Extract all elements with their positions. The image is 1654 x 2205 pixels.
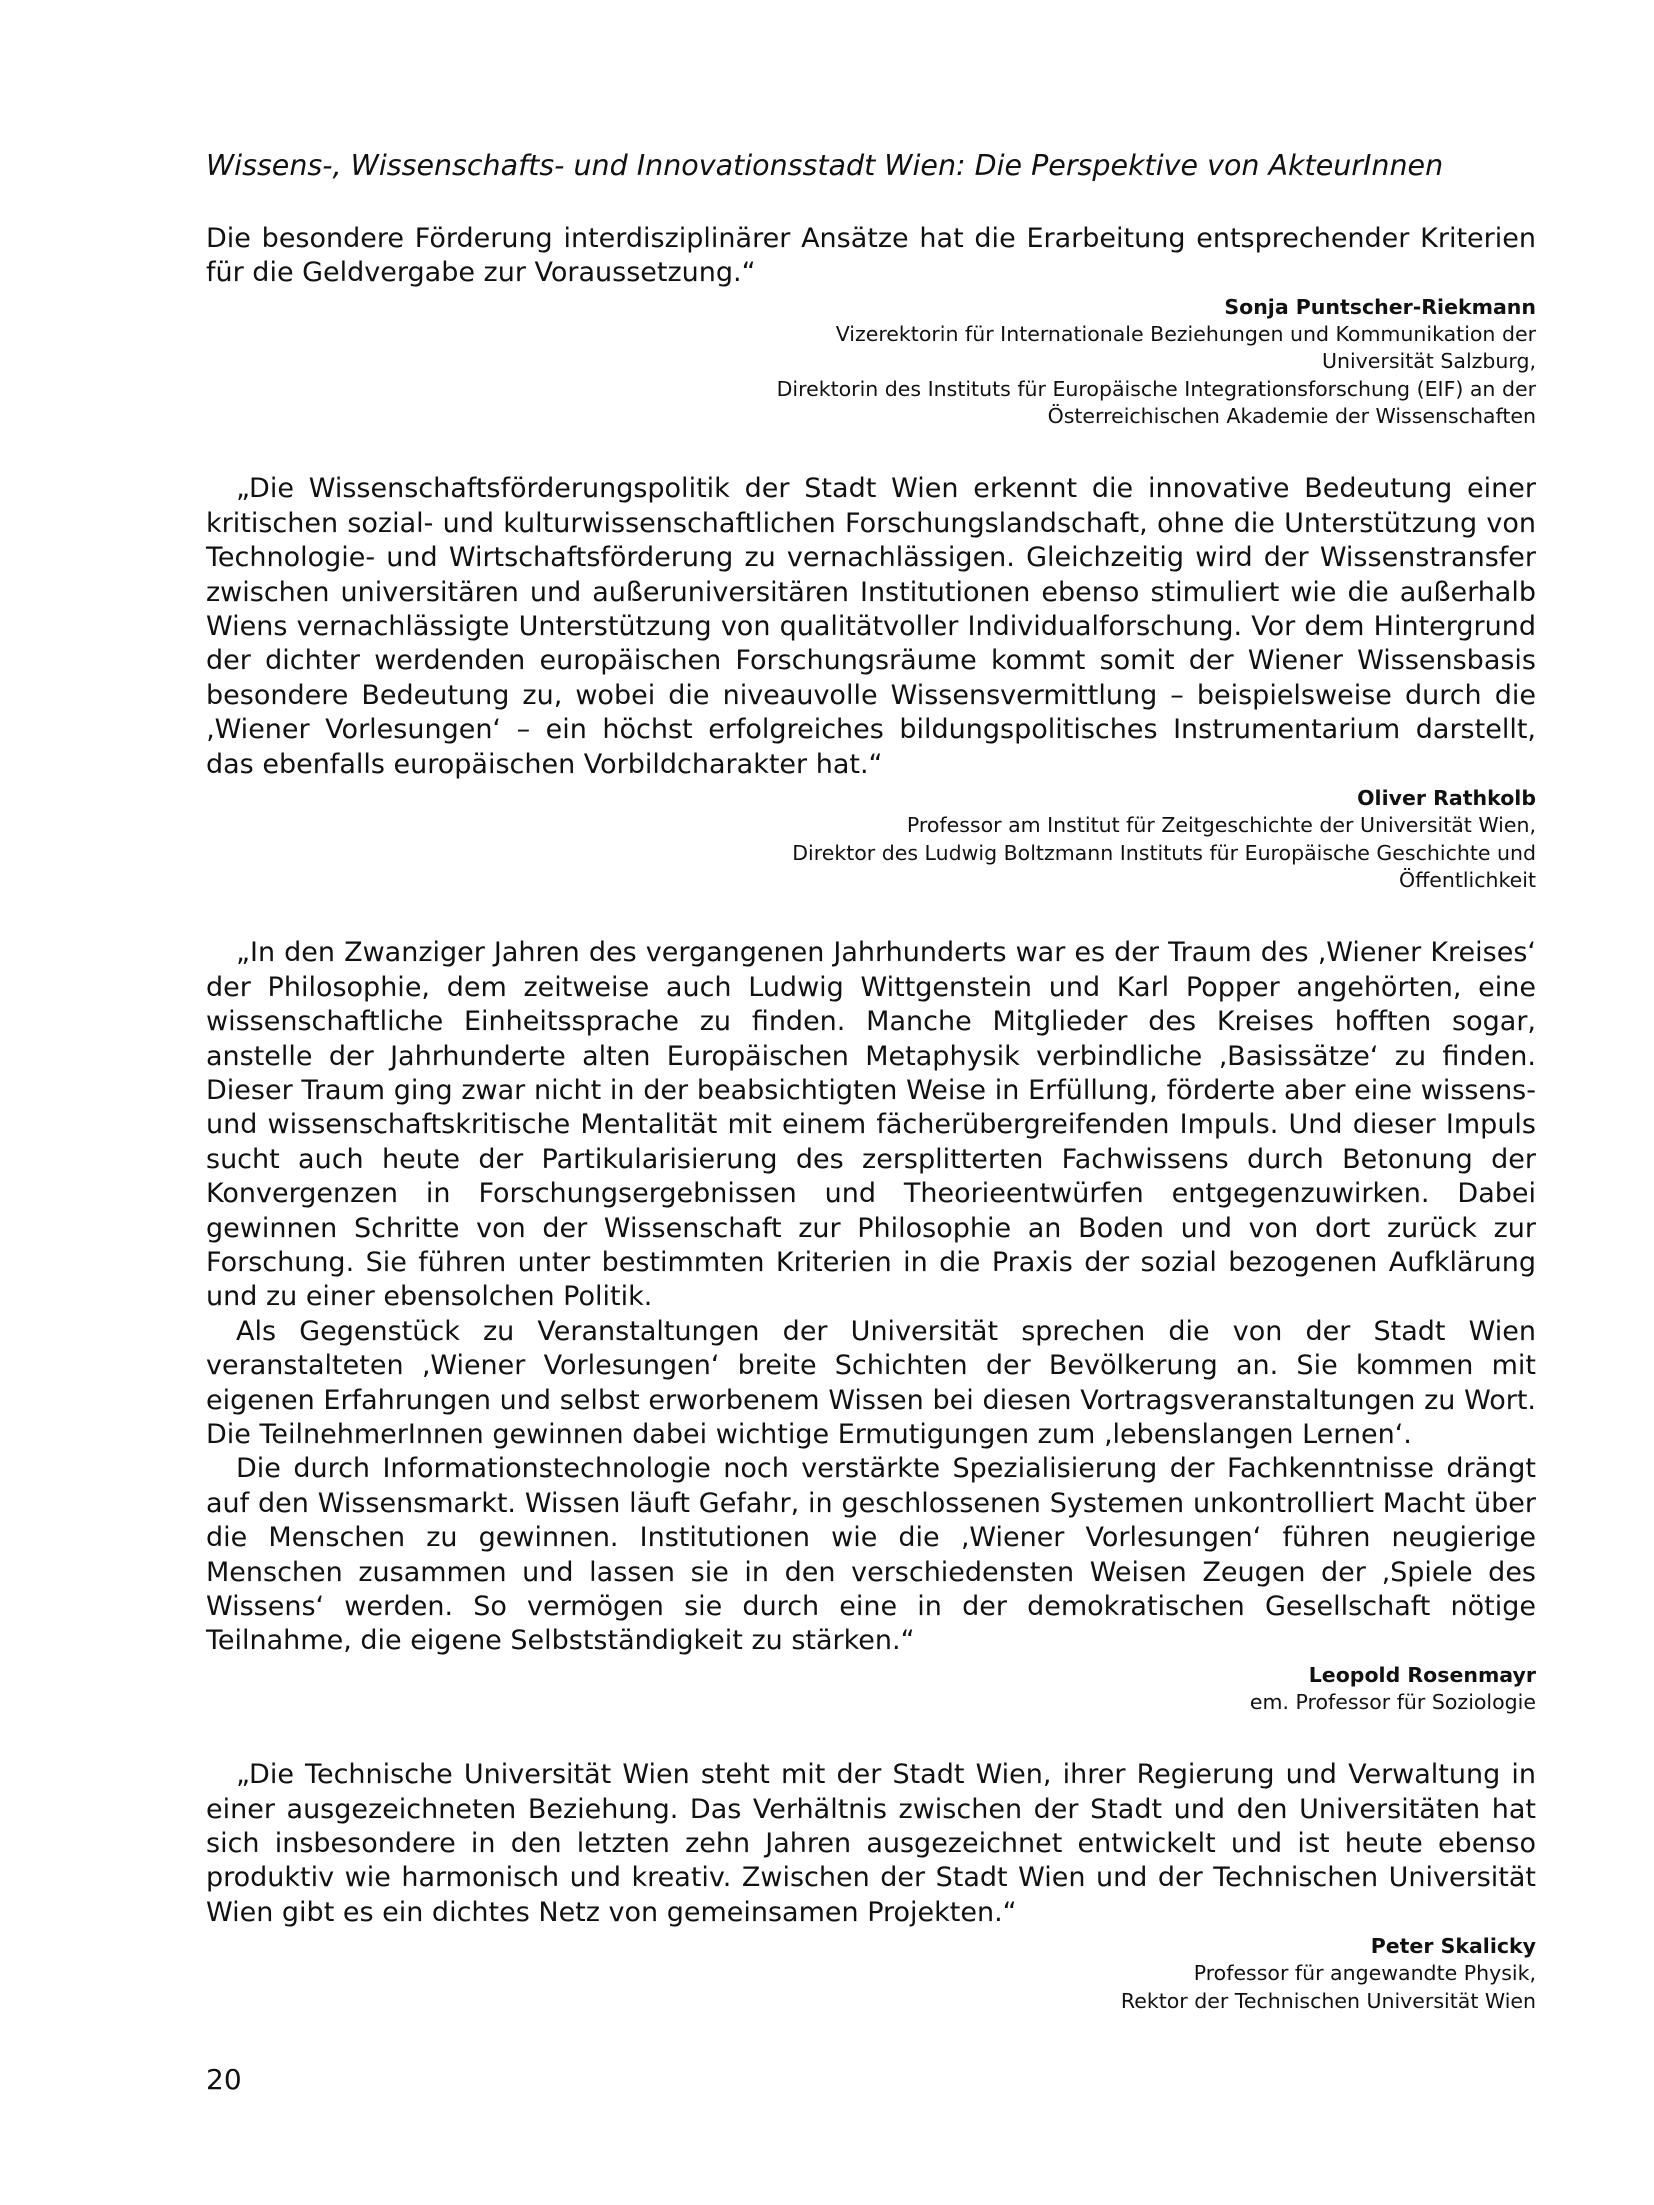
attribution (206, 784, 1536, 894)
author-role: Öffentlichkeit (1398, 867, 1536, 892)
quote-paragraph: Die durch Informationstechnologie noch verstärkte Spezialisierung der Fachkenntnisse drängt auf den Wissensmarkt. Wissen läuft Gefahr, in geschlossenen Systemen unkontrolliert Macht über die Menschen zu gewinnen. Institutionen wie die ‚Wiener Vorlesungen‘ führen neugierige Menschen zusammen und lassen sie in den verschiedensten Weisen Zeugen der ‚Spiele des Wissens‘ werden. So vermögen sie durch eine in der demokratischen Gesellschaft nötige Teilnahme, die eigene Selbstständigkeit zu stärken.“ (206, 1453, 1536, 1657)
author-role: Direktorin des Instituts für Europäische Integrationsforschung (EIF) an der (776, 376, 1536, 401)
author-role: Professor für angewandte Physik, (1193, 1961, 1536, 1986)
page-content (206, 146, 1536, 2057)
author-name: Oliver Rathkolb (1357, 786, 1536, 811)
attribution (206, 1661, 1536, 1716)
page-number: 20 (206, 2063, 242, 2096)
quote-block (206, 472, 1536, 894)
author-name: Sonja Puntscher-Riekmann (1224, 294, 1536, 319)
quote-paragraph: „In den Zwanziger Jahren des vergangenen Jahrhunderts war es der Traum des ‚Wiener Kreises‘ der Philosophie, dem zeitweise auch Ludwig Wittgenstein und Karl Popper angehörten, eine wissenschaftliche Einheitssprache zu finden. Manche Mitglieder des Kreises hofften sogar, anstelle der Jahrhunderte alten Europäischen Metaphysik verbindliche ‚Basissätze‘ zu finden. Dieser Traum ging zwar nicht in der beabsichtigten Weise in Erfüllung, förderte aber eine wissens- und wissenschaftskritische Mentalität mit einem fächerübergreifenden Impuls. Und dieser Impuls sucht auch heute der Partikularisierung des zersplitterten Fachwissens durch Betonung der Konvergenzen in Forschungsergebnissen und Theorieentwürfen entgegenzuwirken. Dabei gewinnen Schritte von der Wissenschaft zur Philosophie an Boden und von dort zurück zur Forschung. Sie führen unter bestimmten Kriterien in die Praxis der sozial bezogenen Aufklärung und zu einer ebensolchen Politik. (206, 937, 1536, 1313)
author-role: Vizerektorin für Internationale Beziehungen und Kommunikation der (835, 321, 1536, 346)
quote-paragraph: Die besondere Förderung interdisziplinärer Ansätze hat die Erarbeitung entsprechender Kriterien für die Geldvergabe zur Voraussetzung.“ (206, 223, 1536, 289)
quote-block (206, 936, 1536, 1716)
author-role: Rektor der Technischen Universität Wien (1120, 1988, 1536, 2013)
author-name: Peter Skalicky (1370, 1934, 1536, 1959)
attribution (206, 293, 1536, 431)
quote-block (206, 1758, 1536, 2015)
quote-block (206, 222, 1536, 430)
author-role: Universität Salzburg, (1321, 349, 1536, 374)
author-role: em. Professor für Soziologie (1249, 1689, 1536, 1714)
author-role: Professor am Institut für Zeitgeschichte der Universität Wien, (906, 813, 1536, 838)
author-role: Österreichischen Akademie der Wissenschaften (1047, 404, 1536, 429)
author-name: Leopold Rosenmayr (1308, 1662, 1536, 1687)
quote-paragraph: „Die Wissenschaftsförderungspolitik der Stadt Wien erkennt die innovative Bedeutung einer kritischen sozial- und kulturwissenschaftlichen Forschungslandschaft, ohne die Unterstützung von Technologie- und Wirtschaftsförderung zu vernachlässigen. Gleichzeitig wird der Wissenstransfer zwischen universitären und außeruniversitären Institutionen ebenso stimuliert wie die außerhalb Wiens vernachlässigte Unterstützung von qualitätvoller Individualforschung. Vor dem Hintergrund der dichter werdenden europäischen Forschungsräume kommt somit der Wiener Wissensbasis besondere Bedeutung zu, wobei die niveauvolle Wissensvermittlung – beispielsweise durch die ‚Wiener Vorlesungen‘ – ein höchst erfolgreiches bildungspolitisches Instrumentarium darstellt, das ebenfalls europäischen Vorbildcharakter hat.“ (206, 473, 1536, 780)
running-header: Wissens-, Wissenschafts- und Innovationsstadt Wien: Die Perspektive von AkteurInnen (206, 149, 1444, 182)
quote-paragraph: „Die Technische Universität Wien steht mit der Stadt Wien, ihrer Regierung und Verwaltung in einer ausgezeichneten Beziehung. Das Verhältnis zwischen der Stadt und den Universitäten hat sich insbesondere in den letzten zehn Jahren ausgezeichnet entwickelt und ist heute ebenso produktiv wie harmonisch und kreativ. Zwischen der Stadt Wien und der Technischen Universität Wien gibt es ein dichtes Netz von gemeinsamen Projekten.“ (206, 1759, 1536, 1928)
quote-paragraph: Als Gegenstück zu Veranstaltungen der Universität sprechen die von der Stadt Wien veranstalteten ‚Wiener Vorlesungen‘ breite Schichten der Bevölkerung an. Sie kommen mit eigenen Erfahrungen und selbst erworbenem Wissen bei diesen Vortragsveranstaltungen zu Wort. Die TeilnehmerInnen gewinnen dabei wichtige Ermutigungen zum ‚lebenslangen Lernen‘. (206, 1315, 1536, 1450)
author-role: Direktor des Ludwig Boltzmann Instituts für Europäische Geschichte und (792, 840, 1536, 865)
attribution (206, 1932, 1536, 2015)
